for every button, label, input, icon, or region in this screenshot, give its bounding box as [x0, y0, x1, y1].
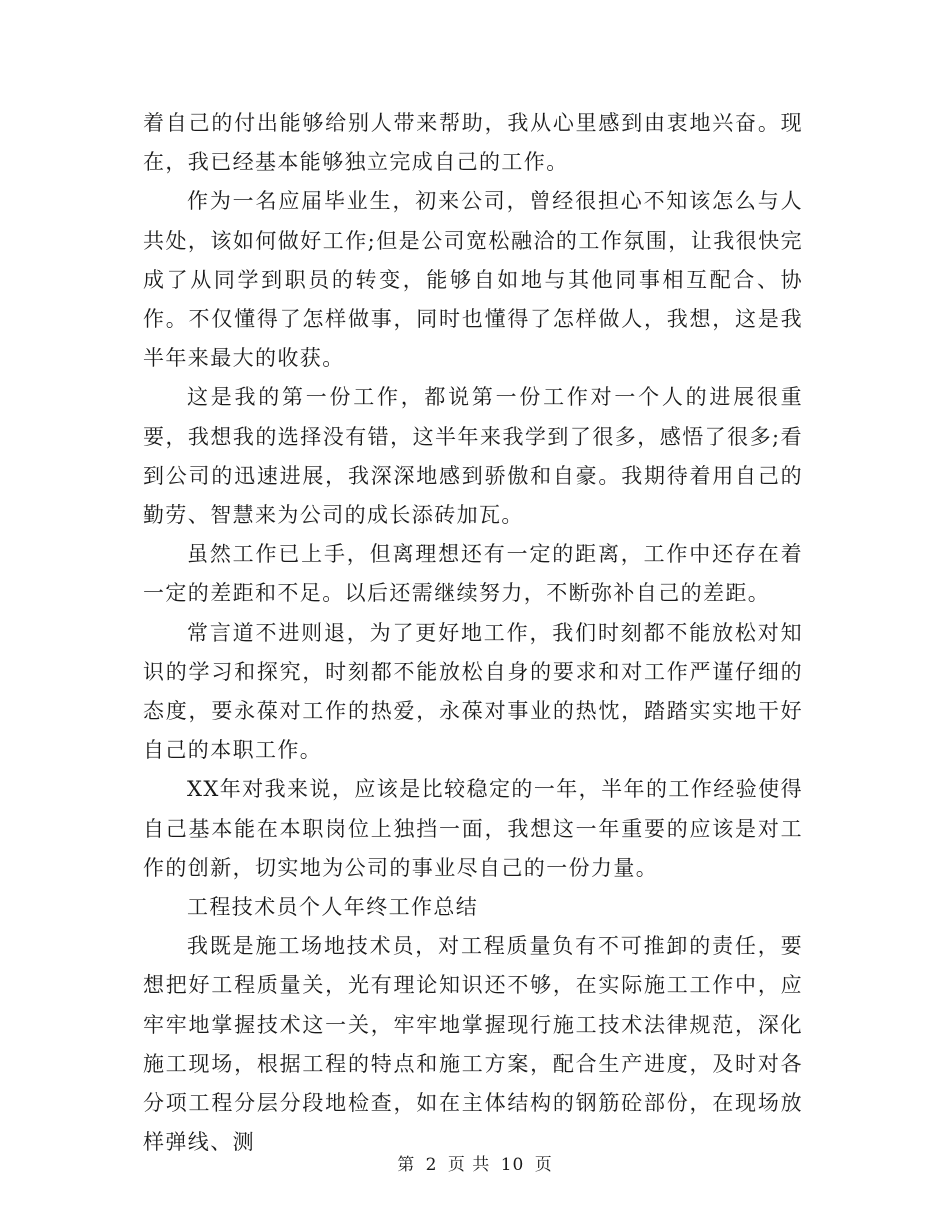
page-footer	[0, 1150, 950, 1175]
paragraph: 着自己的付出能够给别人带来帮助，我从心里感到由衷地兴奋。现在，我已经基本能够独立完成自己的工作。	[143, 111, 803, 175]
footer-suffix: 页	[534, 1155, 553, 1175]
paragraph: 常言道不进则退，为了更好地工作，我们时刻都不能放松对知识的学习和探究，时刻都不能放松自身的要求和对工作严谨仔细的态度，要永葆对工作的热爱，永葆对事业的热忱，踏踏实实地干好自己的本职工作。	[143, 620, 803, 763]
document-body	[143, 104, 803, 1162]
paragraph: 我既是施工场地技术员，对工程质量负有不可推卸的责任，要想把好工程质量关，光有理论知识还不够，在实际施工工作中，应牢牢地掌握技术这一关，牢牢地掌握现行施工技术法律规范，深化施工现场，根据工程的特点和施工方案，配合生产进度，及时对各分项工程分层分段地检查，如在主体结构的钢筋砼部份，在现场放样弹线、测	[143, 934, 803, 1155]
paragraph: XX年对我来说，应该是比较稳定的一年，半年的工作经验使得自己基本能在本职岗位上独挡一面，我想这一年重要的应该是对工作的创新，切实地为公司的事业尽自己的一份力量。	[143, 777, 803, 880]
footer-middle: 页 共	[447, 1155, 491, 1175]
paragraph: 这是我的第一份工作，都说第一份工作对一个人的进展很重要，我想我的选择没有错，这半年来我学到了很多，感悟了很多;看到公司的迅速进展，我深深地感到骄傲和自豪。我期待着用自己的勤劳、智慧来为公司的成长添砖加瓦。	[143, 385, 803, 528]
footer-prefix: 第	[397, 1155, 416, 1175]
paragraph: 虽然工作已上手，但离理想还有一定的距离，工作中还存在着一定的差距和不足。以后还需继续努力，不断弥补自己的差距。	[143, 542, 803, 606]
current-page-number: 2	[425, 1155, 438, 1175]
paragraph: 作为一名应届毕业生，初来公司，曾经很担心不知该怎么与人共处，该如何做好工作;但是公司宽松融洽的工作氛围，让我很快完成了从同学到职员的转变，能够自如地与其他同事相互配合、协作。不仅懂得了怎样做事，同时也懂得了怎样做人，我想，这是我半年来最大的收获。	[143, 189, 803, 371]
section-heading: 工程技术员个人年终工作总结	[187, 895, 479, 920]
total-page-count: 10	[500, 1155, 525, 1175]
